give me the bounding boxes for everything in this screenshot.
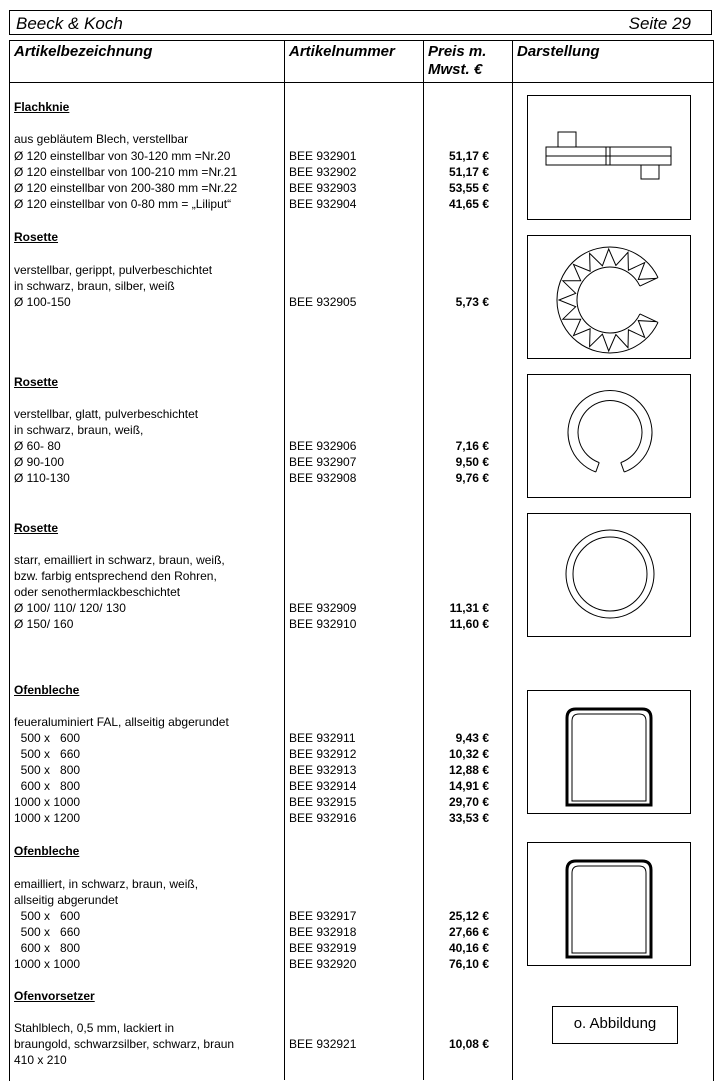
section-description: Stahlblech, 0,5 mm, lackiert in [14,1021,175,1035]
item-number: BEE 932920 [289,957,357,971]
item-name: Ø 120 einstellbar von 100-210 mm =Nr.21 [14,165,238,179]
item-number: BEE 932917 [289,909,357,923]
item-price: 11,60 € [449,617,489,631]
section-description: bzw. farbig entsprechend den Rohren, [14,569,217,583]
item-name: Ø 110-130 [14,471,70,485]
rosette-ribbed-image [527,235,691,359]
section-description: feueraluminiert FAL, allseitig abgerundet [14,715,229,729]
item-name: Ø 120 einstellbar von 200-380 mm =Nr.22 [14,181,238,195]
item-price: 33,53 € [448,811,489,825]
section-title: Ofenbleche [14,844,80,858]
section-description: allseitig abgerundet [14,893,119,907]
item-name: Ø 60- 80 [14,439,61,453]
item-name: Ø 100/ 110/ 120/ 130 [14,601,126,615]
item-name: 500 x 600 [14,909,81,923]
item-number: BEE 932901 [289,149,357,163]
item-price: 7,16 € [455,439,489,453]
item-price: 25,12 € [448,909,489,923]
rosette-smooth-image [527,374,691,498]
section-description: verstellbar, glatt, pulverbeschichtet [14,407,199,421]
ofenblech-email-image [527,842,691,966]
item-price: 10,08 € [448,1037,489,1051]
section-description: starr, emailliert in schwarz, braun, weiß, [14,553,225,567]
item-number: BEE 932912 [289,747,357,761]
section-description: verstellbar, gerippt, pulverbeschichtet [14,263,213,277]
column-header-name: Artikelbezeichnung [14,43,153,60]
item-number: BEE 932909 [289,601,357,615]
item-number: BEE 932915 [289,795,357,809]
item-price: 40,16 € [448,941,489,955]
item-number: BEE 932906 [289,439,357,453]
item-number: BEE 932918 [289,925,357,939]
column-header-number: Artikelnummer [289,43,395,60]
item-number: BEE 932913 [289,763,357,777]
column-header-price: Preis m. Mwst. € [428,43,487,78]
section-description: emailliert, in schwarz, braun, weiß, [14,877,199,891]
item-name: 500 x 800 [14,763,81,777]
item-price: 9,76 € [455,471,489,485]
item-price: 41,65 € [448,197,489,211]
item-number: BEE 932905 [289,295,357,309]
item-number: BEE 932910 [289,617,357,631]
item-price: 76,10 € [448,957,489,971]
company-name: Beeck & Koch [16,14,123,33]
rosette-rigid-image [527,513,691,637]
item-price: 5,73 € [455,295,489,309]
item-name: Ø 150/ 160 [14,617,74,631]
item-number: BEE 932908 [289,471,357,485]
section-description: braungold, schwarzsilber, schwarz, braun [14,1037,235,1051]
item-price: 10,32 € [448,747,489,761]
section-description: in schwarz, braun, silber, weiß [14,279,175,293]
column-header-image: Darstellung [517,43,600,60]
item-number: BEE 932921 [289,1037,357,1051]
column-divider [512,40,513,1080]
section-description: oder senothermlackbeschichtet [14,585,181,599]
column-divider [284,40,285,1080]
item-number: BEE 932914 [289,779,357,793]
item-number: BEE 932903 [289,181,357,195]
item-price: 53,55 € [448,181,489,195]
header-divider [9,82,713,83]
item-price: 14,91 € [448,779,489,793]
no-image-note: o. Abbildung [552,1006,678,1044]
section-title: Flachknie [14,100,70,114]
section-description: aus gebläutem Blech, verstellbar [14,132,189,146]
item-name: 500 x 660 [14,925,81,939]
section-title: Rosette [14,375,59,389]
item-name: Ø 90-100 [14,455,65,469]
item-name: 600 x 800 [14,941,81,955]
item-name: 600 x 800 [14,779,81,793]
item-name: Ø 120 einstellbar von 30-120 mm =Nr.20 [14,149,231,163]
item-number: BEE 932919 [289,941,357,955]
section-title: Rosette [14,230,59,244]
flachknie-image [527,95,691,220]
item-price: 27,66 € [448,925,489,939]
item-price: 51,17 € [448,149,489,163]
item-number: BEE 932911 [289,731,356,745]
item-name: 1000 x 1200 [14,811,81,825]
page-header [9,10,712,35]
item-price: 29,70 € [448,795,489,809]
item-number: BEE 932902 [289,165,357,179]
item-number: BEE 932904 [289,197,357,211]
item-name: Ø 100-150 [14,295,71,309]
section-description: 410 x 210 [14,1053,67,1067]
item-name: 1000 x 1000 [14,795,81,809]
section-title: Ofenvorsetzer [14,989,95,1003]
item-name: Ø 120 einstellbar von 0-80 mm = „Liliput“ [14,197,232,211]
item-name: 500 x 660 [14,747,81,761]
rosette-ribs [559,249,656,351]
item-name: 500 x 600 [14,731,81,745]
section-title: Ofenbleche [14,683,80,697]
item-price: 9,50 € [455,455,489,469]
section-description: in schwarz, braun, weiß, [14,423,144,437]
item-price: 51,17 € [448,165,489,179]
page-number: Seite 29 [628,14,691,33]
item-name: 1000 x 1000 [14,957,81,971]
item-price: 11,31 € [449,601,489,615]
item-number: BEE 932907 [289,455,357,469]
item-price: 9,43 € [455,731,489,745]
section-title: Rosette [14,521,59,535]
item-price: 12,88 € [448,763,489,777]
ofenblech-fal-image [527,690,691,814]
column-divider [423,40,424,1080]
item-number: BEE 932916 [289,811,357,825]
